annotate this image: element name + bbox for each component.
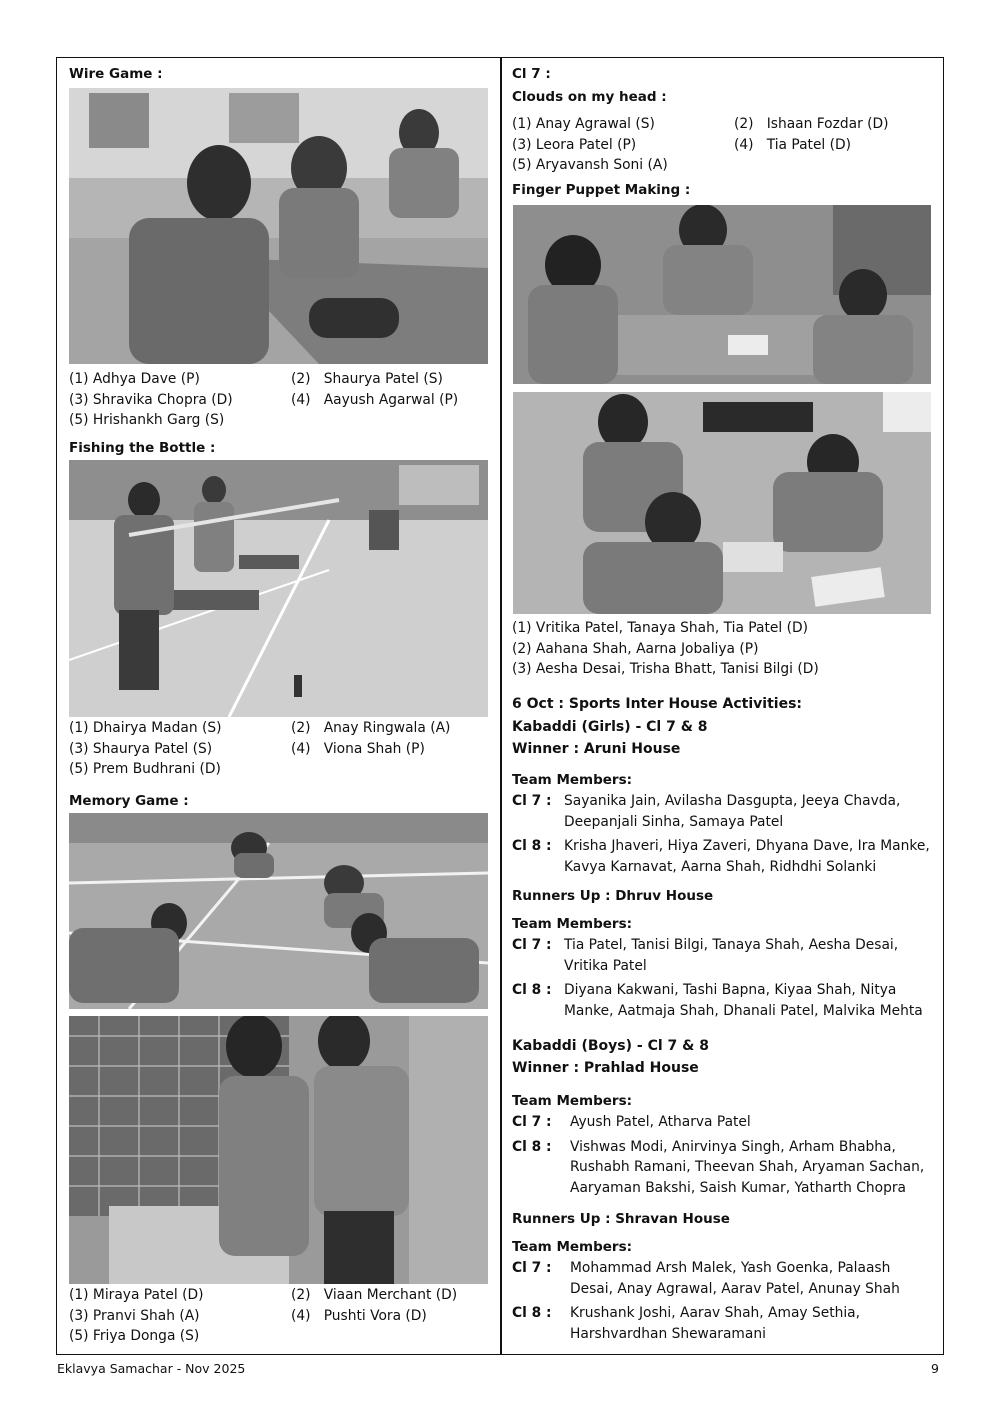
puppet-photo-2 [513,392,931,614]
memory-photo-2 [69,1016,488,1284]
wire-game-title: Wire Game : [69,66,163,82]
winner-entry: (4) Viona Shah (P) [291,740,425,757]
winner-entry: (2) Aahana Shah, Aarna Jobaliya (P) [512,640,759,657]
winner-entry: (4) Aayush Agarwal (P) [291,391,459,408]
footer-publication: Eklavya Samachar - Nov 2025 [57,1361,246,1376]
wire-game-winners [69,369,491,431]
kabaddi-girls-winner: Winner : Aruni House [512,741,681,757]
winner-entry: (1) Adhya Dave (P) [69,371,200,387]
winner-entry: (5) Aryavansh Soni (A) [512,157,668,173]
member-names: Mohammad Arsh Malek, Yash Goenka, Palaash Desai, Anay Agrawal, Aarav Patel, Anunay Shah [570,1260,900,1297]
team-members-label: Team Members: [512,1093,633,1109]
member-names: Ayush Patel, Atharva Patel [570,1114,751,1130]
winner-entry: (2) Viaan Merchant (D) [291,1287,458,1303]
winner-entry: (3) Pranvi Shah (A) [69,1307,200,1324]
kabaddi-boys-title: Kabaddi (Boys) - Cl 7 & 8 [512,1038,709,1054]
winner-entry: (2) Anay Ringwala (A) [291,720,451,736]
member-names: Krushank Joshi, Aarav Shah, Amay Sethia, Harshvardhan Shewaramani [570,1305,861,1342]
winner-entry: (5) Friya Donga (S) [69,1328,200,1344]
winner-entry: (3) Shravika Chopra (D) [69,391,233,408]
kabaddi-boys-runner: Runners Up : Shravan House [512,1211,730,1227]
class-label: Cl 8 : [512,838,552,854]
page-number: 9 [931,1361,939,1376]
winner-entry: (5) Prem Budhrani (D) [69,761,221,777]
kabaddi-girls-runner: Runners Up : Dhruv House [512,888,714,904]
fishing-photo [69,460,488,717]
member-names: Vishwas Modi, Anirvinya Singh, Arham Bhabha, Rushabh Ramani, Theevan Shah, Aryaman Sachan, Aaryaman Bakshi, Saish Kumar, Yatharth Chopra [570,1138,925,1196]
sports-heading: 6 Oct : Sports Inter House Activities: [512,696,802,712]
kabaddi-boys-winner-team [512,1112,932,1198]
winner-entry: (1) Anay Agrawal (S) [512,116,655,132]
kabaddi-boys-winner: Winner : Prahlad House [512,1060,699,1076]
clouds-winners [512,114,934,176]
class-label: Cl 7 : [512,793,552,809]
winner-entry: (5) Hrishankh Garg (S) [69,412,225,428]
winner-entry: (4) Pushti Vora (D) [291,1307,427,1324]
class-label: Cl 7 : [512,937,552,953]
memory-title: Memory Game : [69,793,189,809]
kabaddi-girls-runner-team [512,935,932,1021]
fishing-winners [69,718,491,780]
member-names: Krisha Jhaveri, Hiya Zaveri, Dhyana Dave, Ira Manke, Kavya Karnavat, Aarna Shah, Ridhdhi Solanki [564,838,930,875]
class-label: Cl 8 : [512,1138,552,1155]
winner-entry: (1) Miraya Patel (D) [69,1287,204,1303]
member-names: Sayanika Jain, Avilasha Dasgupta, Jeeya Chavda, Deepanjali Sinha, Samaya Patel [564,793,901,830]
class-label: Cl 7 : [512,1260,552,1276]
winner-entry: (1) Vritika Patel, Tanaya Shah, Tia Patel (D) [512,620,808,636]
memory-winners [69,1285,491,1347]
wire-game-photo [69,88,488,364]
class-label: Cl 8 : [512,1305,552,1321]
memory-photo-1 [69,813,488,1009]
kabaddi-girls-winner-team [512,791,932,877]
winner-entry: (3) Aesha Desai, Trisha Bhatt, Tanisi Bilgi (D) [512,661,819,677]
fishing-title: Fishing the Bottle : [69,440,216,456]
member-names: Diyana Kakwani, Tashi Bapna, Kiyaa Shah, Nitya Manke, Aatmaja Shah, Dhanali Patel, Malvika Mehta [564,982,923,1019]
column-divider [500,57,502,1355]
winner-entry: (3) Leora Patel (P) [512,136,637,153]
puppet-photo-1 [513,205,931,384]
winner-entry: (1) Dhairya Madan (S) [69,720,222,736]
team-members-label: Team Members: [512,1239,633,1255]
team-members-label: Team Members: [512,916,633,932]
clouds-title: Clouds on my head : [512,89,667,105]
class-label: Cl 7 : [512,1114,552,1130]
winner-entry: (2) Ishaan Fozdar (D) [734,116,889,132]
member-names: Tia Patel, Tanisi Bilgi, Tanaya Shah, Aesha Desai, Vritika Patel [564,937,899,974]
puppet-winners [512,618,932,680]
class-heading: Cl 7 : [512,66,551,82]
team-members-label: Team Members: [512,772,633,788]
puppet-title: Finger Puppet Making : [512,182,691,198]
winner-entry: (3) Shaurya Patel (S) [69,740,213,757]
kabaddi-boys-runner-team [512,1258,932,1344]
winner-entry: (2) Shaurya Patel (S) [291,371,443,387]
kabaddi-girls-title: Kabaddi (Girls) - Cl 7 & 8 [512,719,708,735]
class-label: Cl 8 : [512,982,552,998]
winner-entry: (4) Tia Patel (D) [734,136,852,153]
